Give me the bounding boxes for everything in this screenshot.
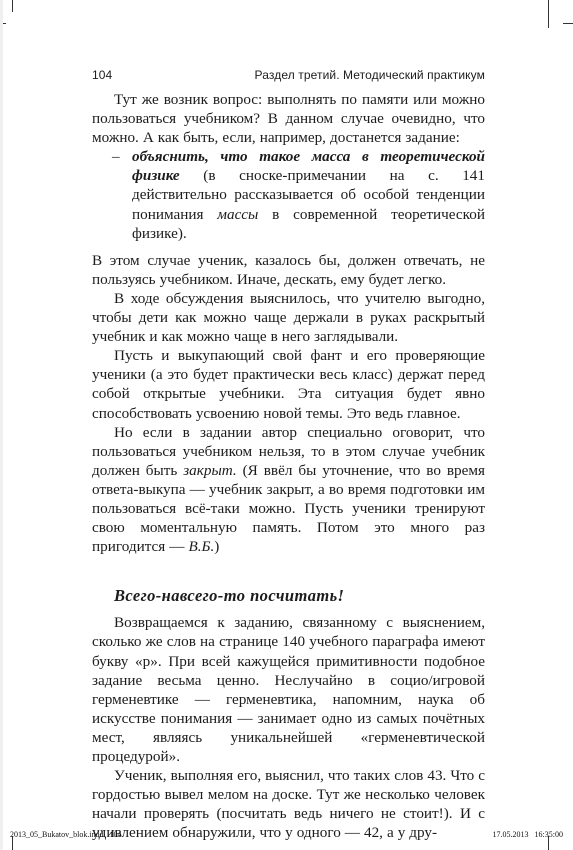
page-spine (0, 0, 3, 850)
author-initials: В.Б. (188, 538, 215, 556)
task-text-bold: объяснить, что такое масса в теоретической физике (132, 148, 485, 185)
print-slug (10, 830, 563, 839)
timestamp: 17.05.2013 16:35:00 (492, 830, 563, 839)
paragraph: Пусть и выкупающий свой фант и его проверяющие ученики (а это будет практически весь класс) держат перед собой открытые учебники. Эта ситуация будет явно способствовать усвоению новой темы. Это ведь главное. (92, 347, 485, 422)
file-name: 2013_05_Bukatov_blok.indd 104 (10, 830, 122, 839)
page-number: 104 (92, 68, 113, 82)
page-body (92, 90, 485, 842)
running-title: Раздел третий. Методический практикум (254, 68, 485, 82)
crop-mark-top-right (548, 0, 549, 28)
paragraph: Но если в задании автор специально оговорит, что пользоваться учебником нельзя, то в этом случае учебник должен быть закрыт. (Я ввёл бы уточнение, что во время ответа-выкупа — учебник закрыт, а во время подготовки им пользоваться всё-таки можно. Пусть ученики тренируют свою моментальную память. Потом это много раз пригодится — В.Б.) (92, 423, 485, 556)
emphasis: закрыт. (183, 461, 237, 479)
emphasis: массы (217, 205, 259, 223)
section-heading: Всего-навсего-то посчитать! (114, 586, 345, 606)
paragraph: В ходе обсуждения выяснилось, что учителю выгодно, чтобы дети как можно чаще держали в руках раскрытый учебник и как можно чаще в него заглядывали. (92, 289, 485, 346)
list-item: – объяснить, что такое масса в теоретической физике (в сноске-примечании на с. 141 действительно рассказывается об особой тенденции понимания массы в современной теоретической физике). (112, 148, 485, 242)
paragraph: Возвращаемся к заданию, связанному с выяснением, сколько же слов на странице 140 учебного параграфа имеют букву «р». При всей кажущейся примитивности подобное задание весьма ценно. Неслучайно в социо/игровой герменевтике — герменевтика, напомним, наука об искусстве понимания — занимает одно из самых почётных мест, являясь уникальнейшей «герменевтической процедурой». (92, 614, 485, 765)
crop-mark-side-right (563, 23, 573, 24)
list-dash: – (112, 148, 120, 166)
crop-mark-top-left (12, 0, 13, 12)
paragraph: Тут же возник вопрос: выполнять по памяти или можно пользоваться учебником? В данном случае очевидно, что можно. А как быть, если, например, достанется задание: (92, 91, 485, 147)
paragraph: Ученик, выполняя его, выяснил, что таких слов 43. Что с гордостью вывел мелом на доске. Тут же несколько человек начали проверять (посчитать ведь ничего не стоит!). И с удивлением обнаружили, что у одного — 42, а у дру- (92, 767, 485, 842)
paragraph: В этом случае ученик, казалось бы, должен отвечать, не пользуясь учебником. Иначе, дескать, ему будет легко. (92, 251, 485, 288)
running-header (92, 68, 485, 82)
